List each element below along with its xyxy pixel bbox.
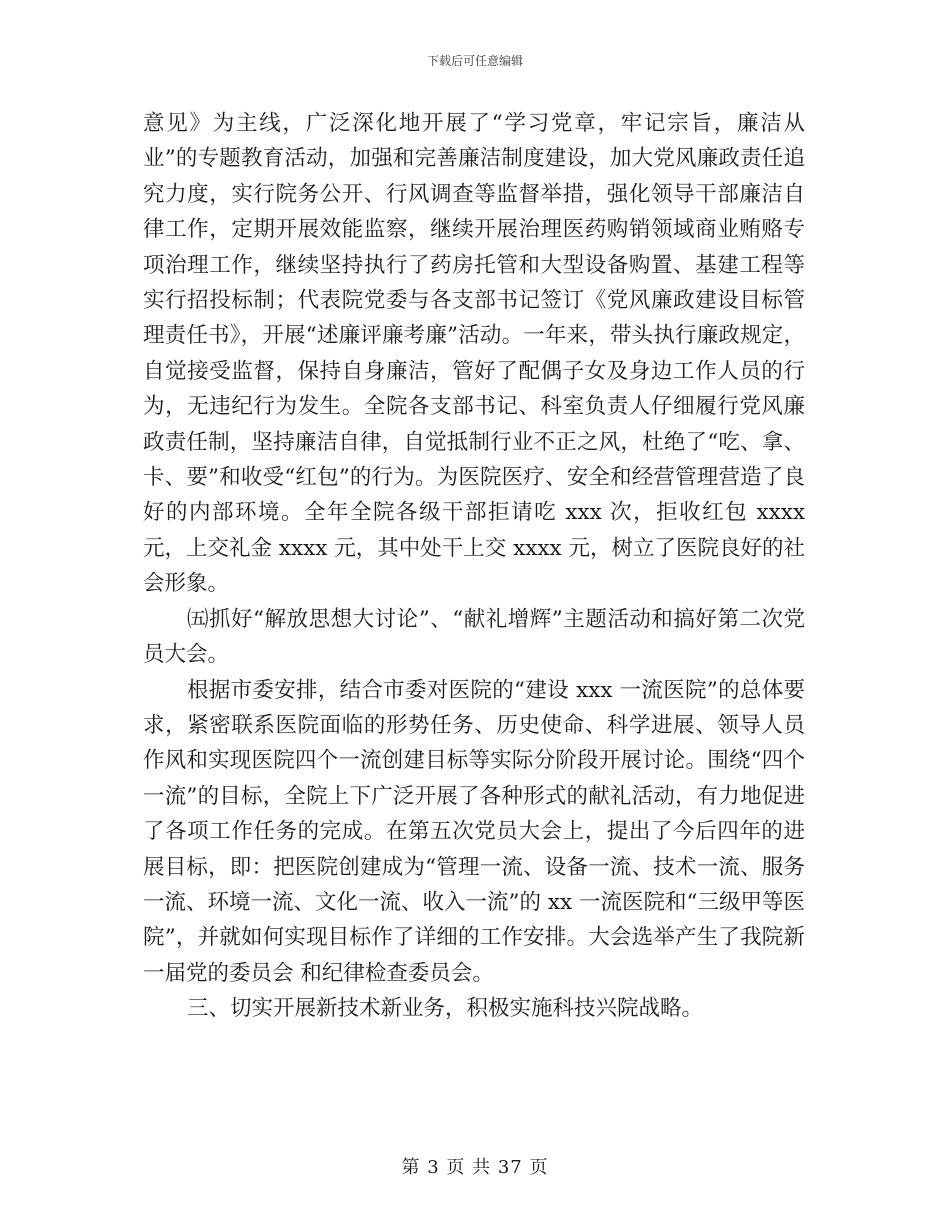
paragraph-section-heading-three: 三、切实开展新技术新业务，积极实施科技兴院战略。 <box>187 996 704 1022</box>
paragraph-subheading-five: ㈤抓好“解放思想大讨论”、“献礼增辉”主题活动和搞好第二次党员大会。 <box>143 606 805 668</box>
page-header-note: 下载后可任意编辑 <box>426 54 523 68</box>
document-body <box>143 106 805 1027</box>
page-number: 第 3 页 共 37 页 <box>401 1157 549 1178</box>
paragraph-continuation: 意见》为主线，广泛深化地开展了“学习党章，牢记宗旨，廉洁从业”的专题教育活动，加强和完善廉洁制度建设，加大党风廉政责任追究力度，实行院务公开、行风调查等监督举措，强化领导干部廉洁自律工作，定期开展效能监察，继续开展治理医药购销领域商业贿赂专项治理工作，继续坚持执行了药房托管和大型设备购置、基建工程等实行招投标制；代表院党委与各支部书记签订《党风廉政建设目标管理责任书》，开展“述廉评廉考廉”活动。一年来，带头执行廉政规定，自觉接受监督，保持自身廉洁，管好了配偶子女及身边工作人员的行为，无违纪行为发生。全院各支部书记、科室负责人仔细履行党风廉政责任制，坚持廉洁自律，自觉抵制行业不正之风，杜绝了“吃、拿、卡、要”和收受“红包”的行为。为医院医疗、安全和经营管理营造了良好的内部环境。全年全院各级干部拒请吃 xxx 次，拒收红包 xxxx 元，上交礼金 xxxx 元，其中处干上交 xxxx 元，树立了医院良好的社会形象。 <box>143 111 805 597</box>
paragraph-body: 根据市委安排，结合市委对医院的“建设 xxx 一流医院”的总体要求，紧密联系医院面临的形势任务、历史使命、科学进展、领导人员作风和实现医院四个一流创建目标等实际分阶段开展讨论。围绕“四个一流”的目标，全院上下广泛开展了各种形式的献礼活动，有力地促进了各项工作任务的完成。在第五次党员大会上，提出了今后四年的进展目标，即：把医院创建成为“管理一流、设备一流、技术一流、服务一流、环境一流、文化一流、收入一流”的 xx 一流医院和“三级甲等医院”，并就如何实现目标作了详细的工作安排。大会选举产生了我院新一届党的委员会 和纪律检查委员会。 <box>143 677 805 986</box>
